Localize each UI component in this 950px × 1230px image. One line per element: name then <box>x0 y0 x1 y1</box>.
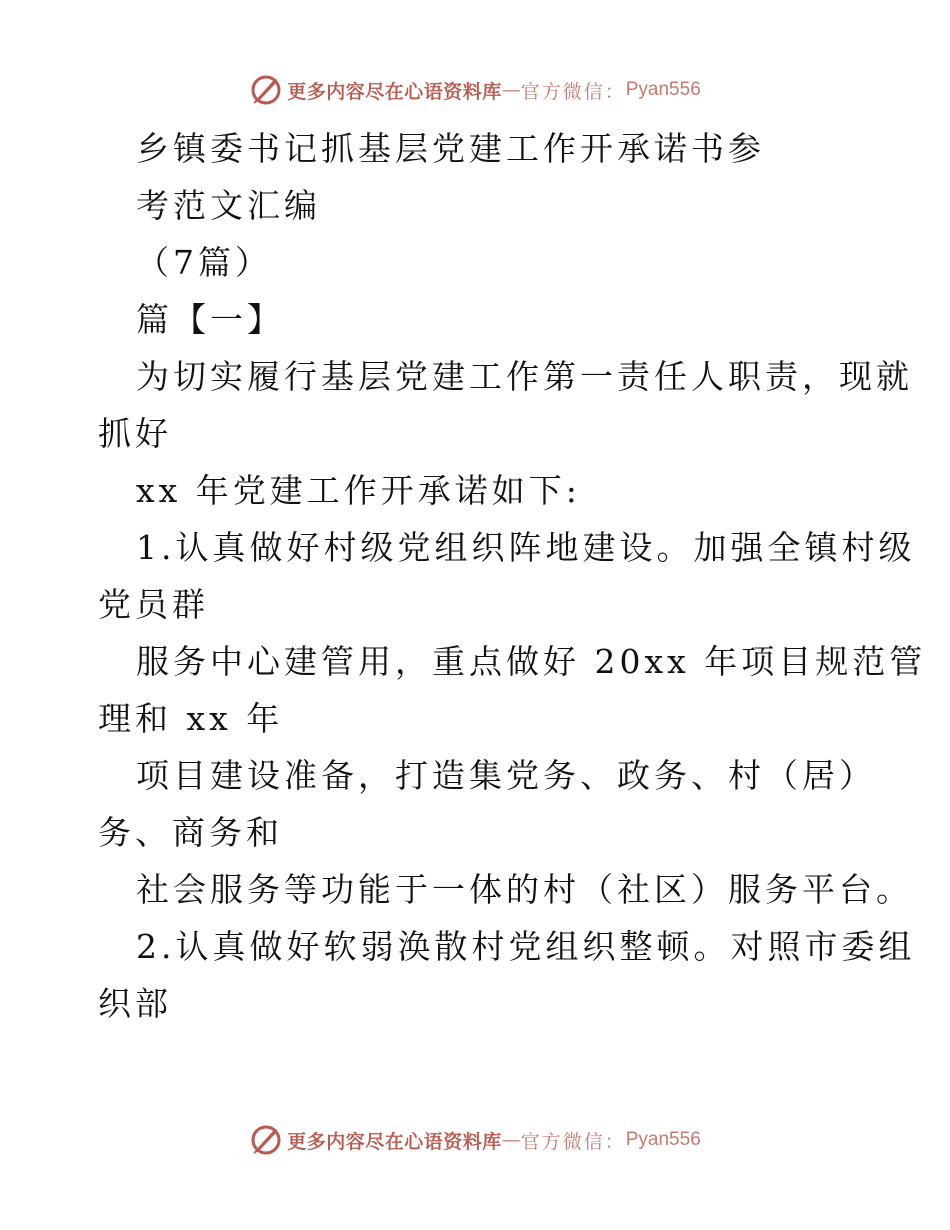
footer-watermark <box>0 1118 950 1162</box>
watermark-brand-text: 更多内容尽在心语资料库 <box>287 1130 502 1153</box>
watermark-wechat-label: 官方微信： <box>520 1130 626 1153</box>
header-watermark <box>0 68 950 112</box>
paragraph-line: 党员群 <box>98 585 209 624</box>
paragraph-line: 务、商务和 <box>98 813 283 852</box>
paragraph-line: 抓好 <box>98 414 172 453</box>
paragraph-line: 项目建设准备，打造集党务、政务、村（居） <box>136 756 876 795</box>
quill-logo-icon <box>249 1123 283 1157</box>
paragraph-line: 2.认真做好软弱涣散村党组织整顿。对照市委组 <box>136 927 916 966</box>
watermark-wechat-id: Pyan556 <box>625 79 701 100</box>
watermark-wechat-label: 官方微信： <box>520 80 626 103</box>
title-line-1: 乡镇委书记抓基层党建工作开承诺书参 <box>136 129 765 168</box>
watermark-brand-text: 更多内容尽在心语资料库 <box>287 80 502 103</box>
paragraph-line: 社会服务等功能于一体的村（社区）服务平台。 <box>136 870 913 909</box>
paragraph-line: 服务中心建管用，重点做好 20xx 年项目规范管 <box>136 642 927 681</box>
quill-logo-icon <box>249 73 283 107</box>
paragraph-line: 织部 <box>98 984 172 1023</box>
title-count: （7篇） <box>136 243 272 282</box>
watermark-wechat-id: Pyan556 <box>625 1129 701 1150</box>
watermark-separator: — <box>501 1129 521 1151</box>
paragraph-line: xx 年党建工作开承诺如下: <box>136 471 581 510</box>
watermark-separator: — <box>501 79 521 101</box>
paragraph-line: 1.认真做好村级党组织阵地建设。加强全镇村级 <box>136 528 916 567</box>
title-line-2: 考范文汇编 <box>136 186 321 225</box>
paragraph-line: 理和 xx 年 <box>98 699 284 738</box>
section-heading: 篇【一】 <box>136 300 284 339</box>
document-body <box>98 120 927 1032</box>
paragraph-line: 为切实履行基层党建工作第一责任人职责，现就 <box>136 357 913 396</box>
